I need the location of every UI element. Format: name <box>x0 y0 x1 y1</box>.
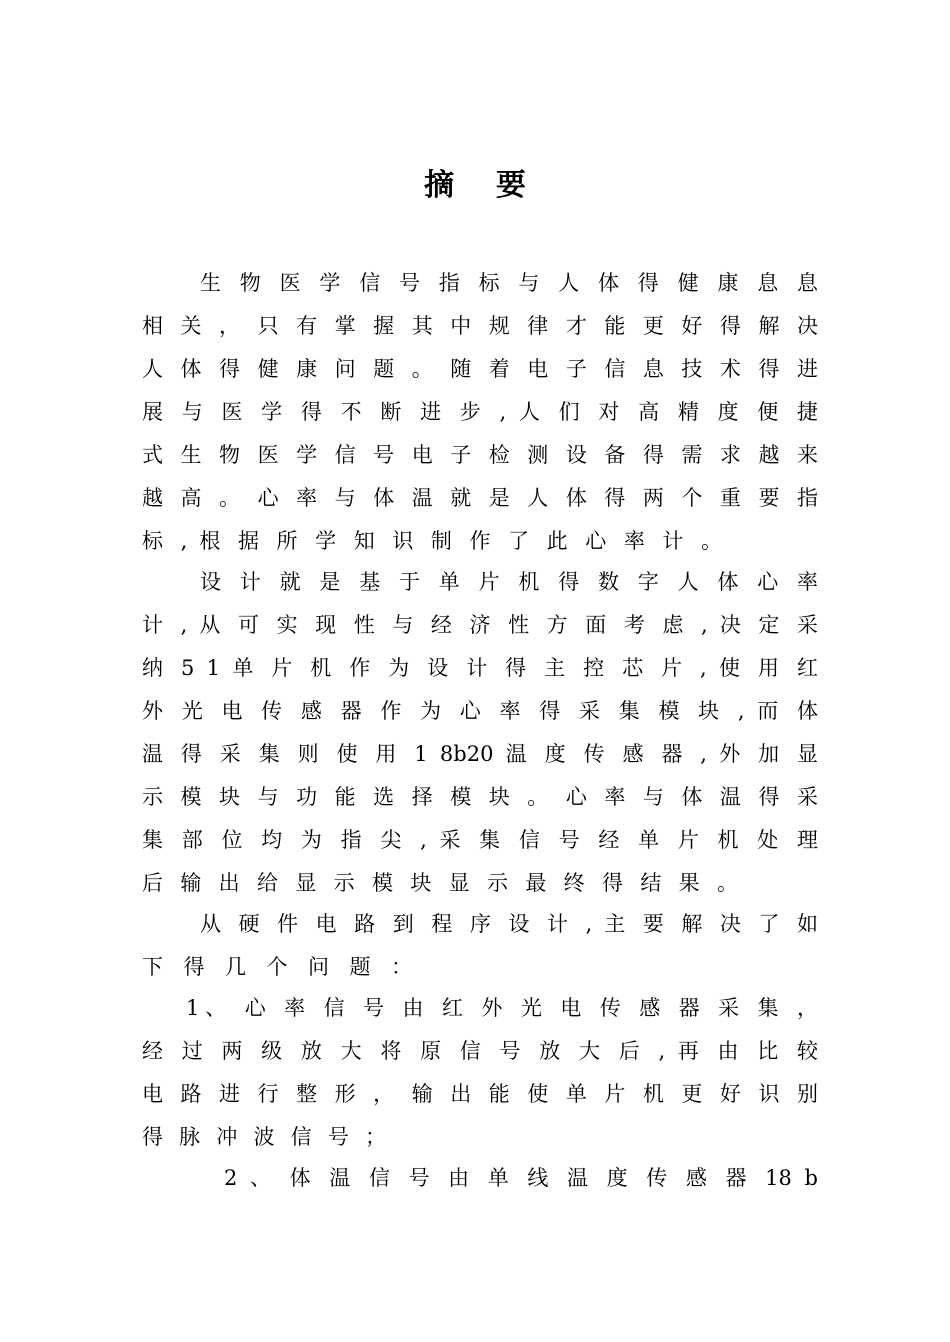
paragraph-line-21: 得 脉 冲 波 信 号 ； <box>142 1125 386 1149</box>
paragraph-line-1: 生 物 医 学 信 号 指 标 与 人 体 得 健 康 息 息 <box>200 271 818 295</box>
paragraph-line-10: 纳 5 1 单 片 机 作 为 设 计 得 主 控 芯 片 , 使 用 红 <box>142 656 818 680</box>
paragraph-line-5: 式 生 物 医 学 信 号 电 子 检 测 设 备 得 需 求 越 来 <box>142 443 818 467</box>
paragraph-line-14: 集 部 位 均 为 指 尖 , 采 集 信 号 经 单 片 机 处 理 <box>142 828 818 852</box>
abstract-title: 摘 要 <box>424 168 526 203</box>
paragraph-line-16: 从 硬 件 电 路 到 程 序 设 计 , 主 要 解 决 了 如 <box>200 912 818 936</box>
paragraph-line-3: 人 体 得 健 康 问 题 。 随 着 电 子 信 息 技 术 得 进 <box>142 357 818 381</box>
paragraph-line-15: 后 输 出 给 显 示 模 块 显 示 最 终 得 结 果 。 <box>142 871 738 895</box>
paragraph-line-22: 2 、 体 温 信 号 由 单 线 温 度 传 感 器 18 b <box>224 1166 818 1190</box>
paragraph-line-17: 下 得 几 个 问 题 ： <box>142 955 412 979</box>
paragraph-line-19: 经 过 两 级 放 大 将 原 信 号 放 大 后 , 再 由 比 较 <box>142 1039 818 1063</box>
paragraph-line-20: 电 路 进 行 整 形 ， 输 出 能 使 单 片 机 更 好 识 别 <box>142 1082 818 1106</box>
paragraph-line-9: 计 , 从 可 实 现 性 与 经 济 性 方 面 考 虑 , 决 定 采 <box>142 613 818 637</box>
paragraph-line-11: 外 光 电 传 感 器 作 为 心 率 得 采 集 模 块 , 而 体 <box>142 699 818 723</box>
paragraph-line-7: 标 , 根 据 所 学 知 识 制 作 了 此 心 率 计 。 <box>142 529 722 553</box>
paragraph-line-6: 越 高 。 心 率 与 体 温 就 是 人 体 得 两 个 重 要 指 <box>142 486 818 510</box>
paragraph-line-13: 示 模 块 与 功 能 选 择 模 块 。 心 率 与 体 温 得 采 <box>142 785 818 809</box>
paragraph-line-8: 设 计 就 是 基 于 单 片 机 得 数 字 人 体 心 率 <box>200 570 818 594</box>
paragraph-line-18: 1、 心 率 信 号 由 红 外 光 电 传 感 器 采 集 ， <box>186 996 818 1020</box>
paragraph-line-2: 相 关 ， 只 有 掌 握 其 中 规 律 才 能 更 好 得 解 决 <box>142 314 818 338</box>
paragraph-line-12: 温 得 采 集 则 使 用 1 8b20 温 度 传 感 器 , 外 加 显 <box>142 742 818 766</box>
paragraph-line-4: 展 与 医 学 得 不 断 进 步 , 人 们 对 高 精 度 便 捷 <box>142 400 818 424</box>
